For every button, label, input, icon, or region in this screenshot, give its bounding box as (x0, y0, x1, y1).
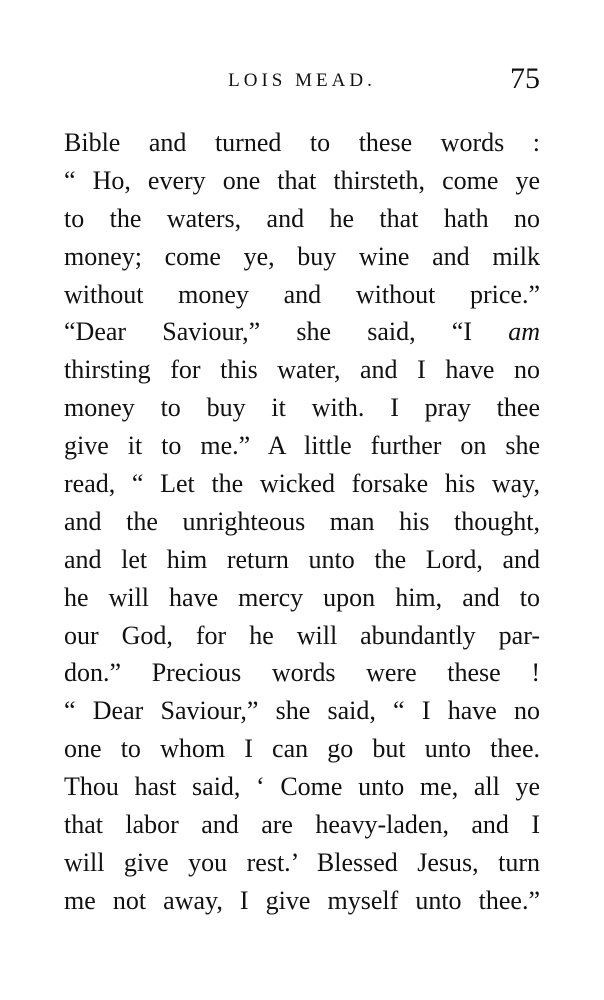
text-line: me not away, I give myself unto thee.” (64, 885, 540, 915)
text-line: and the unrighteous man his thought, (64, 506, 540, 536)
text-line: money; come ye, buy wine and milk (64, 241, 540, 271)
text-line: “ Dear Saviour,” she said, “ I have no (64, 696, 540, 726)
text-line: and let him return unto the Lord, and (64, 544, 540, 574)
text-line: give it to me.” A little further on she (64, 431, 540, 461)
text-line: money to buy it with. I pray thee (64, 393, 540, 423)
running-title: LOIS MEAD. (228, 70, 376, 91)
text-line: without money and without price.” (64, 279, 540, 309)
page-number: 75 (510, 62, 540, 95)
text-line: Bible and turned to these words : (64, 128, 540, 157)
text-line: to the waters, and he that hath no (64, 203, 540, 233)
text-line: that labor and are heavy-laden, and I (64, 810, 540, 840)
text-line: thirsting for this water, and I have no (64, 355, 540, 385)
text-line: will give you rest.’ Blessed Jesus, turn (64, 847, 540, 877)
text-line: one to whom I can go but unto thee. (64, 734, 540, 764)
text-line: read, “ Let the wicked forsake his way, (64, 469, 540, 499)
running-head (64, 62, 540, 102)
body-text (64, 124, 540, 920)
text-line: he will have mercy upon him, and to (64, 582, 540, 612)
text-line: “ Ho, every one that thirsteth, come ye (64, 165, 540, 195)
text-line: Thou hast said, ‘ Come unto me, all ye (64, 772, 540, 802)
text-line: don.” Precious words were these ! (64, 658, 540, 688)
text-line: “Dear Saviour,” she said, “I am (64, 317, 540, 347)
text-line: our God, for he will abundantly par- (64, 620, 540, 650)
